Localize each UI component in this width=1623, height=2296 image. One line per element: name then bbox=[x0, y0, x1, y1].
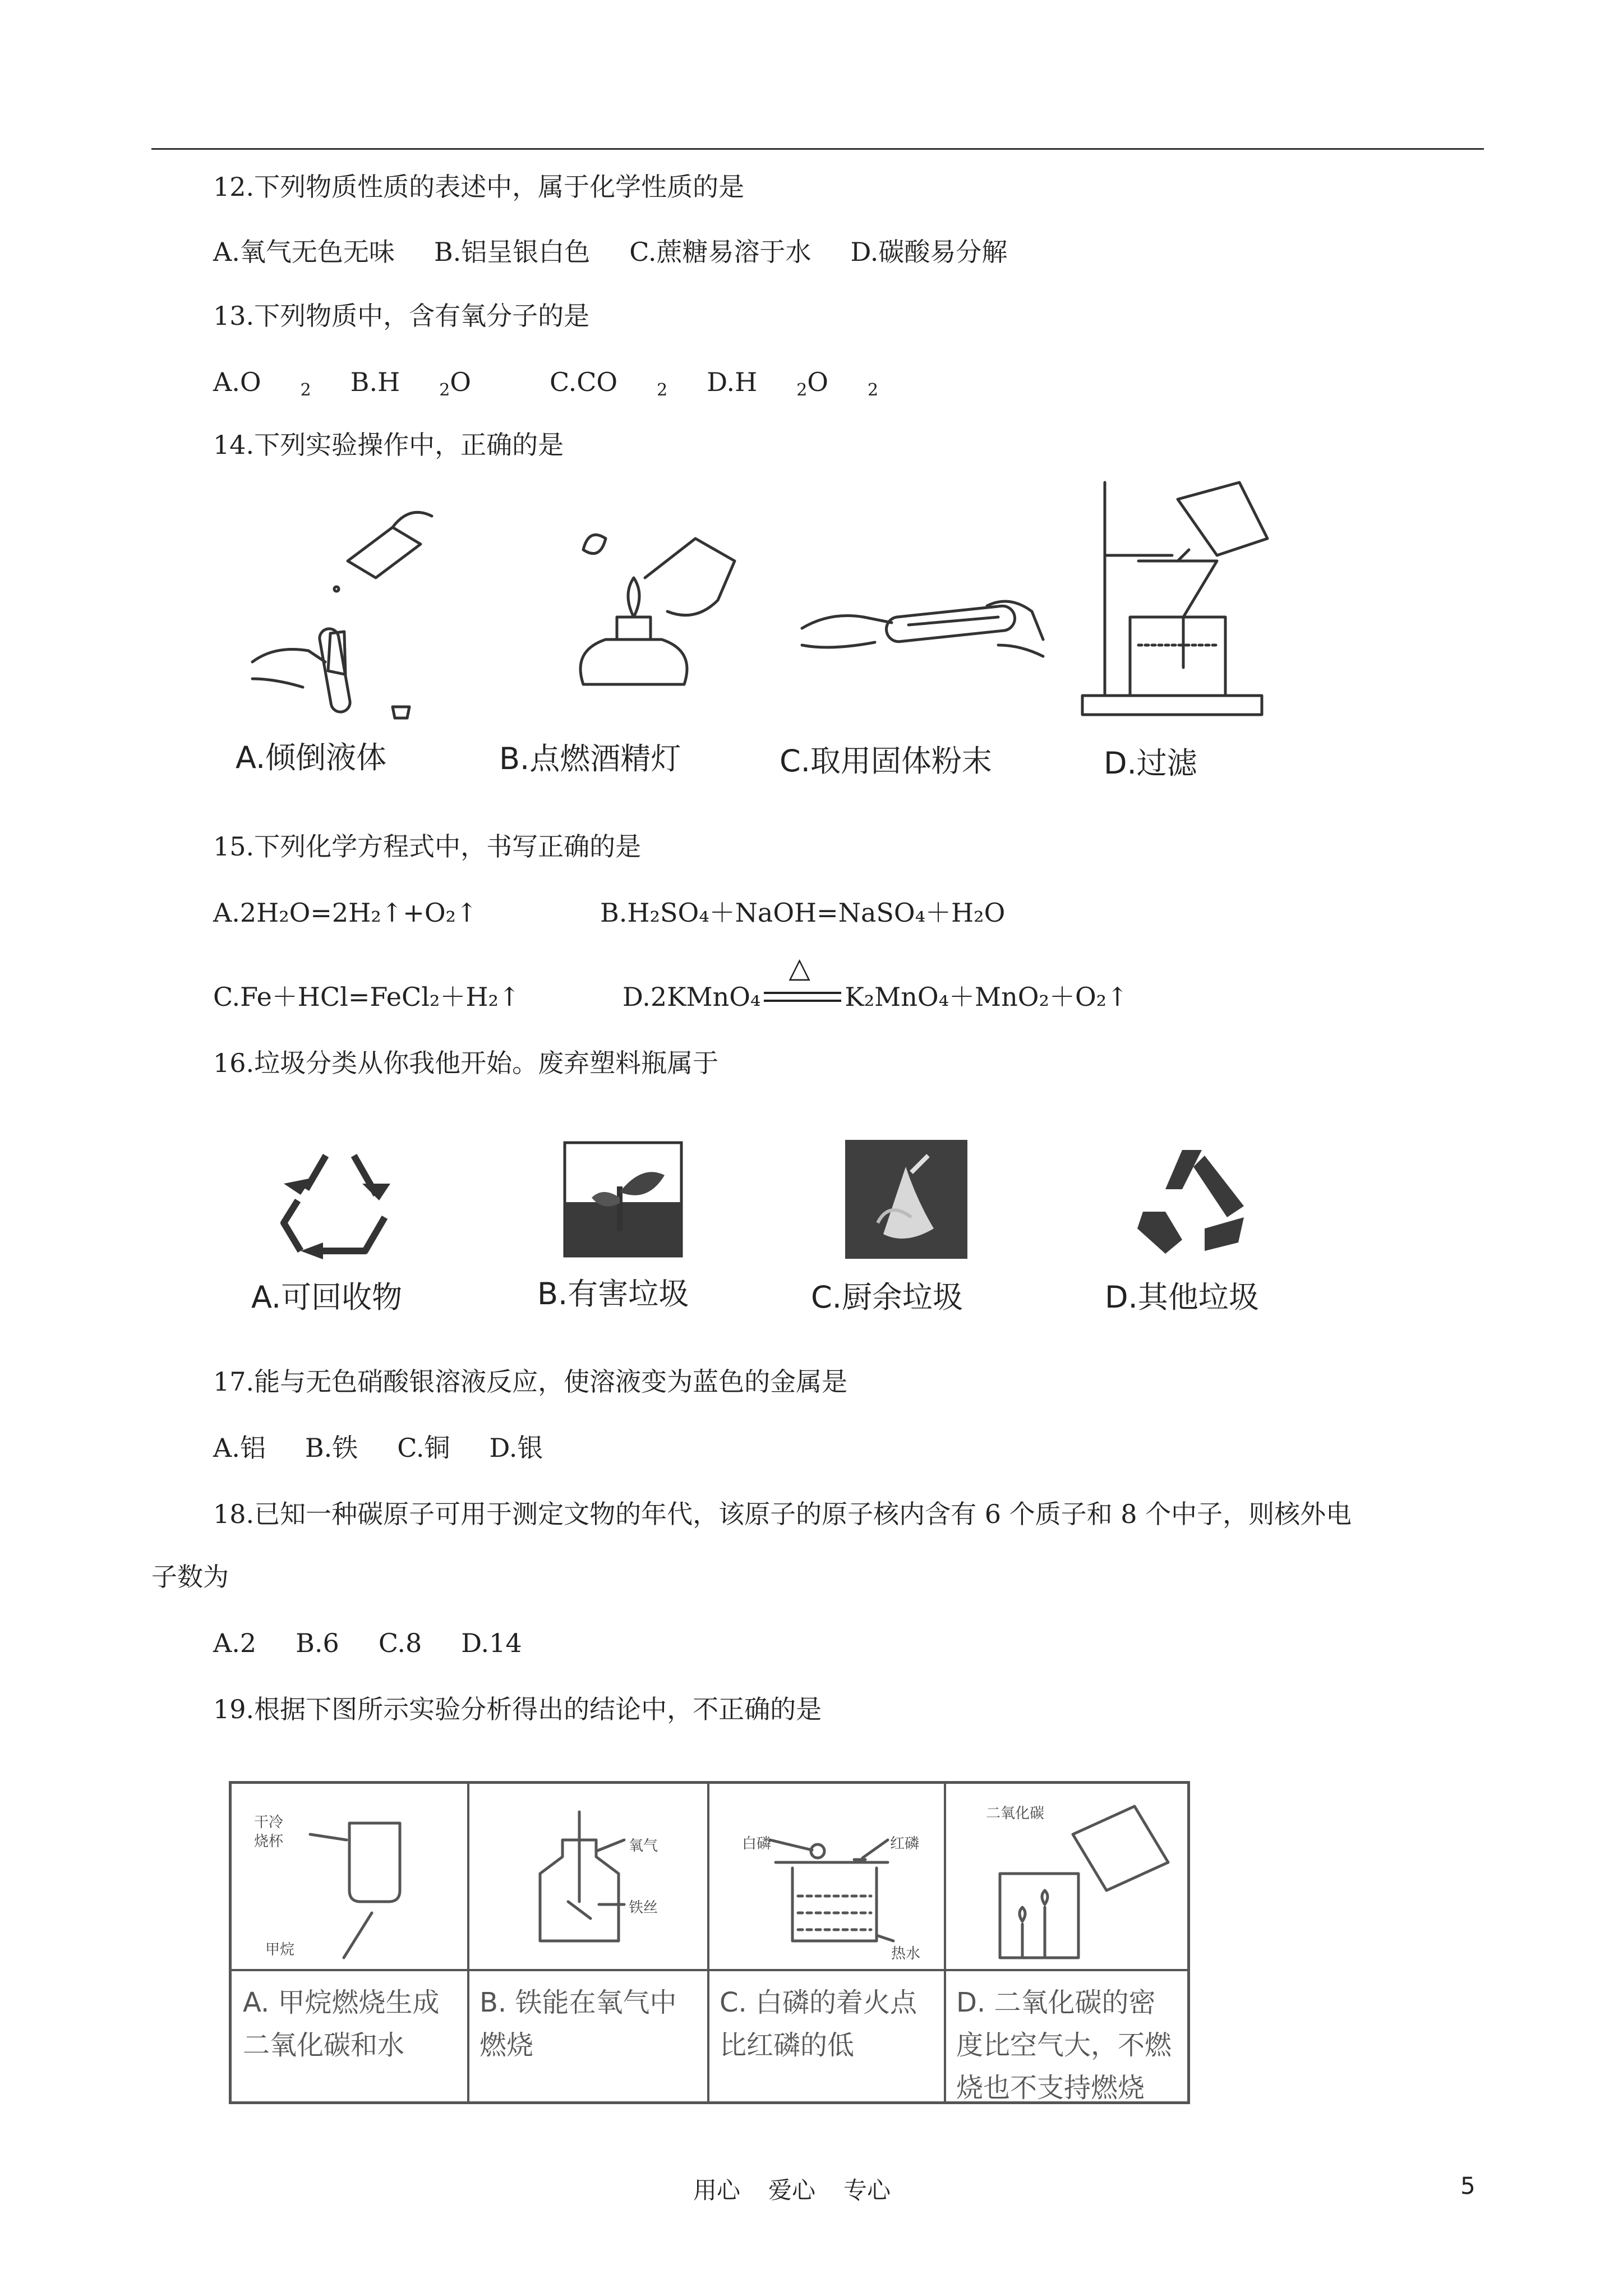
q19-figure-table bbox=[229, 1781, 1190, 2104]
q14-figure-solid-powder bbox=[796, 578, 1054, 690]
q18-stem-line2: 子数为 bbox=[151, 1562, 229, 1592]
q19-stem: 19.根据下图所示实验分析得出的结论中，不正确的是 bbox=[213, 1694, 822, 1724]
q18-option-c[interactable]: C.8 bbox=[378, 1628, 422, 1658]
q13-d-text: D.H bbox=[707, 367, 758, 397]
q13-c-text: C.CO bbox=[550, 367, 618, 397]
q19-label-white-p: 白磷 bbox=[742, 1835, 772, 1852]
q13-option-a[interactable] bbox=[213, 367, 311, 400]
q19-cell-d[interactable]: D. 二氧化碳的密度比空气大，不燃烧也不支持燃烧 bbox=[956, 1987, 1172, 2104]
q19-phosphorus-figure bbox=[720, 1806, 933, 1963]
q17-option-a[interactable]: A.铝 bbox=[213, 1433, 266, 1463]
q13-c-sub: 2 bbox=[657, 380, 668, 400]
q18-options bbox=[213, 1630, 561, 1656]
q13-a-text: A.O bbox=[213, 367, 261, 397]
q17-stem: 17.能与无色硝酸银溶液反应，使溶液变为蓝色的金属是 bbox=[213, 1366, 848, 1397]
q13-d-mid: O bbox=[807, 367, 828, 397]
footer-item-2: 爱心 bbox=[768, 2177, 816, 2204]
q15-d-left: D.2KMnO₄ bbox=[623, 982, 761, 1012]
q14-stem: 14.下列实验操作中，正确的是 bbox=[213, 430, 564, 460]
q19-label-hot-water: 热水 bbox=[891, 1945, 921, 1962]
q12-stem: 12.下列物质性质的表述中，属于化学性质的是 bbox=[213, 172, 745, 202]
q16-caption-d: D.其他垃圾 bbox=[1105, 1280, 1259, 1315]
q19-cell-c[interactable]: C. 白磷的着火点比红磷的低 bbox=[720, 1987, 917, 2061]
q12-options bbox=[213, 239, 1046, 265]
q16-recycling-icon bbox=[273, 1139, 407, 1262]
q14-figure-alcohol-lamp bbox=[550, 516, 751, 707]
q13-b-sub: 2 bbox=[439, 380, 450, 400]
q14-caption-d: D.过滤 bbox=[1104, 746, 1197, 781]
q19-cell-b[interactable]: B. 铁能在氧气中燃烧 bbox=[479, 1987, 677, 2061]
q19-row-divider bbox=[232, 1969, 1187, 1971]
q16-stem: 16.垃圾分类从你我他开始。废弃塑料瓶属于 bbox=[213, 1048, 719, 1078]
page-footer bbox=[693, 2172, 919, 2206]
q14-caption-a: A.倾倒液体 bbox=[236, 740, 387, 775]
q15-d-eq-line-1 bbox=[764, 992, 841, 994]
header-rule bbox=[151, 148, 1484, 150]
q15-d-delta: △ bbox=[789, 951, 810, 984]
q14-caption-b: B.点燃酒精灯 bbox=[499, 741, 681, 776]
q19-col-divider-2 bbox=[707, 1784, 709, 2101]
q15-option-a[interactable]: A.2H₂O=2H₂↑+O₂↑ bbox=[213, 898, 478, 928]
q17-option-d[interactable]: D.银 bbox=[489, 1433, 543, 1463]
q16-caption-b: B.有害垃圾 bbox=[537, 1276, 689, 1312]
q16-hazardous-icon bbox=[564, 1142, 683, 1257]
q19-label-cold-beaker-2: 烧杯 bbox=[254, 1833, 284, 1850]
q17-option-b[interactable]: B.铁 bbox=[305, 1433, 358, 1463]
q19-label-red-p: 红磷 bbox=[890, 1835, 920, 1852]
q12-option-d[interactable]: D.碳酸易分解 bbox=[850, 237, 1008, 267]
q13-a-sub: 2 bbox=[300, 380, 311, 400]
q16-caption-a: A.可回收物 bbox=[251, 1280, 403, 1315]
q12-option-b[interactable]: B.铝呈银白色 bbox=[434, 237, 591, 267]
q13-b-end: O bbox=[450, 367, 472, 397]
q19-label-co2: 二氧化碳 bbox=[986, 1805, 1045, 1822]
q16-caption-c: C.厨余垃圾 bbox=[811, 1280, 963, 1315]
q13-option-c[interactable] bbox=[550, 367, 668, 400]
q18-option-d[interactable]: D.14 bbox=[461, 1628, 522, 1658]
q19-cell-a[interactable]: A. 甲烷燃烧生成二氧化碳和水 bbox=[243, 1987, 440, 2061]
q15-option-b[interactable]: B.H₂SO₄＋NaOH=NaSO₄＋H₂O bbox=[600, 898, 1006, 928]
q13-option-d[interactable] bbox=[707, 367, 879, 400]
q19-label-methane: 甲烷 bbox=[265, 1941, 295, 1958]
q16-other-waste-icon bbox=[1132, 1144, 1252, 1257]
q18-stem-line1: 18.已知一种碳原子可用于测定文物的年代，该原子的原子核内含有 6 个质子和 8 个中子，则核外电 bbox=[213, 1499, 1352, 1529]
q14-caption-c: C.取用固体粉末 bbox=[780, 743, 992, 779]
q19-label-cold-beaker-1: 干冷 bbox=[254, 1814, 284, 1831]
q19-col-divider-1 bbox=[467, 1784, 469, 2101]
q17-option-c[interactable]: C.铜 bbox=[397, 1433, 450, 1463]
q13-stem: 13.下列物质中，含有氧分子的是 bbox=[213, 301, 590, 331]
q14-figure-filtration bbox=[1077, 477, 1284, 718]
q15-d-right: K₂MnO₄＋MnO₂＋O₂↑ bbox=[845, 982, 1128, 1012]
q17-options bbox=[213, 1435, 582, 1461]
q18-option-b[interactable]: B.6 bbox=[296, 1628, 339, 1658]
q13-option-b[interactable] bbox=[350, 367, 510, 400]
footer-item-1: 用心 bbox=[693, 2177, 741, 2204]
q19-label-oxygen: 氧气 bbox=[629, 1838, 658, 1855]
q19-col-divider-3 bbox=[944, 1784, 946, 2101]
q18-option-a[interactable]: A.2 bbox=[213, 1628, 257, 1658]
q13-d-sub: 2 bbox=[796, 380, 808, 400]
q19-iron-oxygen-figure bbox=[501, 1806, 680, 1963]
q15-stem: 15.下列化学方程式中，书写正确的是 bbox=[213, 831, 642, 862]
q15-d-eq-line-2 bbox=[764, 1000, 841, 1002]
q19-methane-figure bbox=[276, 1806, 434, 1963]
footer-item-3: 专心 bbox=[843, 2177, 891, 2204]
q12-option-a[interactable]: A.氧气无色无味 bbox=[213, 237, 395, 267]
q13-d-sub2: 2 bbox=[868, 380, 879, 400]
q15-option-d[interactable] bbox=[623, 951, 1128, 1012]
page-number: 5 bbox=[1460, 2172, 1476, 2200]
q15-option-c[interactable]: C.Fe＋HCl=FeCl₂＋H₂↑ bbox=[213, 982, 520, 1012]
q15-d-condition bbox=[760, 951, 845, 1012]
q12-option-c[interactable]: C.蔗糖易溶于水 bbox=[629, 237, 811, 267]
q14-figure-pouring-liquid bbox=[241, 494, 488, 729]
q19-label-iron-wire: 铁丝 bbox=[629, 1899, 658, 1916]
q13-options bbox=[213, 369, 917, 399]
q16-kitchen-waste-icon bbox=[844, 1139, 969, 1260]
q13-b-text: B.H bbox=[350, 367, 400, 397]
